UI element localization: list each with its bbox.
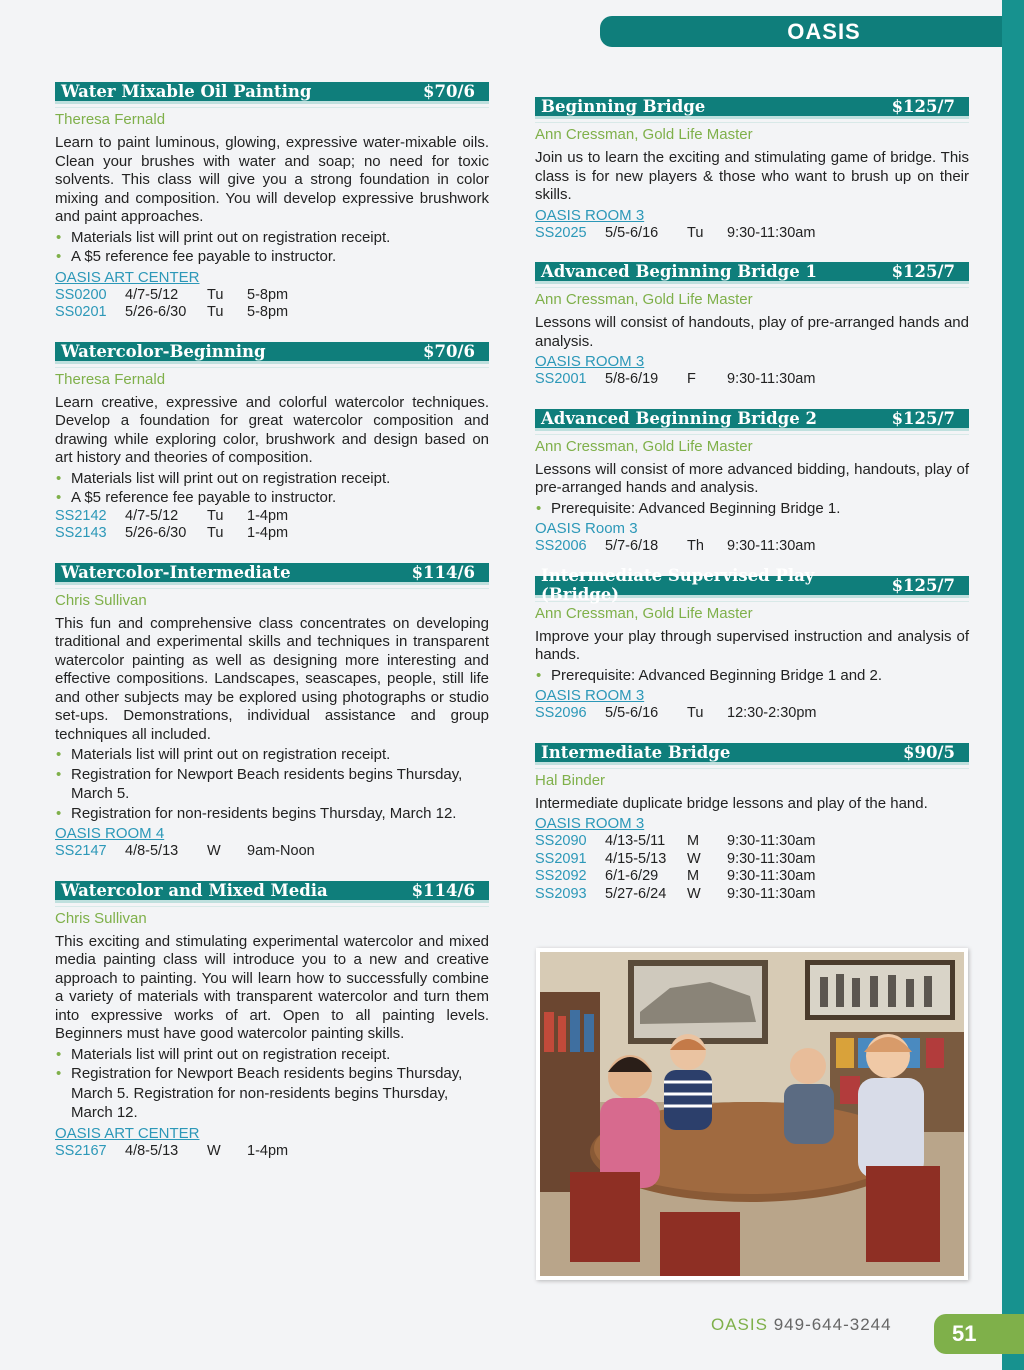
session-day: Tu [207,525,224,541]
course-title: Intermediate Bridge [541,742,731,762]
course-title: Beginning Bridge [541,97,706,116]
left-column [55,82,489,1180]
course-title: Watercolor-Intermediate [61,562,291,582]
session-code: SS0200 [55,286,107,303]
session-day: W [687,850,701,867]
course-title: Advanced Beginning Bridge 2 [541,408,817,428]
course-listing [55,82,489,322]
course-listing [535,566,969,723]
course-title: Watercolor and Mixed Media [61,880,328,900]
course-note: • Materials list will print out on registration receipt. [55,745,489,765]
course-instructor: Ann Cressman, Gold Life Master [535,291,753,308]
right-column [535,97,969,923]
course-location-link[interactable]: OASIS ROOM 4 [55,825,165,842]
session-dates: 5/26-6/30 [125,525,187,541]
session-time: 9:30-11:30am [727,885,816,902]
course-price: $125/7 [891,408,955,428]
session-day: Tu [687,705,704,721]
course-listing [535,409,969,556]
session-row [535,833,969,851]
course-note: • Registration for Newport Beach residents begins Thursday, March 5. Registration for non-residents begins Thursday, March 12. [55,1064,489,1123]
session-dates: 5/26-6/30 [125,304,187,320]
session-time: 9:30-11:30am [727,224,816,241]
session-time: 9:30-11:30am [727,833,816,849]
course-location-link[interactable]: OASIS ART CENTER [55,268,200,286]
course-description: Lessons will consist of more advanced bidding, handouts, play of pre-arranged hands and analysis. [535,460,969,496]
course-notes-list [535,666,969,686]
footer-phone: 949-644-3244 [773,1315,892,1334]
course-notes-list [535,499,969,519]
session-day: W [207,843,221,859]
course-description: Improve your play through supervised instruction and analysis of hands. [535,627,969,663]
page-number: 51 [934,1314,1024,1354]
course-location-link[interactable]: OASIS ROOM 3 [535,206,645,224]
course-instructor: Chris Sullivan [55,591,147,609]
session-day: Tu [207,507,224,524]
session-dates: 4/7-5/12 [125,507,179,524]
course-sessions [535,225,969,243]
course-description: Lessons will consist of handouts, play of pre-arranged hands and analysis. [535,314,969,350]
session-day: M [687,868,700,884]
course-price: $125/7 [891,262,955,281]
course-price: $114/6 [411,880,475,900]
session-row [55,304,489,322]
course-note: • A $5 reference fee payable to instructor. [55,247,489,267]
section-header-tab: OASIS [600,16,1002,47]
session-dates: 5/8-6/19 [605,371,659,387]
course-description: Learn to paint luminous, glowing, expressive water-mixable oils. Clean your brushes with water and soap; no need for toxic solvents. This class will give you a strong foundation in color mixing and composition. You will develop expressive brushwork and paint approaches. [55,134,489,225]
course-description: This exciting and stimulating experimental watercolor and mixed media painting class will introduce you to a new and creative approach to painting. You will learn how to successfully combine a variety of materials with transparent watercolor and turn them into expressive works of art. Open to all painting levels. Beginners must have good watercolor painting skills. [55,932,489,1042]
session-time: 1-4pm [247,525,289,541]
session-dates: 4/8-5/13 [125,843,179,859]
session-time: 9am-Noon [247,843,315,859]
course-description: Learn creative, expressive and colorful watercolor techniques. Develop a foundation for great watercolor composition and drawing while exploring color, brushwork and design based on art history and theories of composition. [55,393,489,466]
course-sessions [535,538,969,556]
footer-contact [711,1315,892,1335]
session-dates: 6/1-6/29 [605,868,659,884]
session-day: Tu [687,224,704,241]
course-title-bar [55,342,489,364]
course-description: This fun and comprehensive class concentrates on developing traditional and experimental skills and techniques in transparent watercolor painting as well as designing more interesting and effective compositions. Landscapes, seascapes, people, still life and other subjects may be explored using photographs or studio set-ups. Demonstrations, individual assistance and group techniques all included. [55,614,489,743]
course-price: $125/7 [891,575,955,595]
session-dates: 5/7-6/18 [605,538,659,554]
session-dates: 5/27-6/24 [605,885,667,902]
session-time: 12:30-2:30pm [727,705,817,721]
session-day: W [207,1142,221,1159]
photo-illustration [540,952,964,1276]
session-row [535,538,969,556]
session-code: SS2142 [55,507,107,524]
session-code: SS2025 [535,224,587,241]
session-dates: 4/13-5/11 [605,833,666,849]
course-title: Advanced Beginning Bridge 1 [541,262,817,281]
session-code: SS2090 [535,833,587,849]
course-note: • Registration for Newport Beach residents begins Thursday, March 5. [55,765,489,804]
course-instructor: Theresa Fernald [55,111,166,128]
session-code: SS2093 [535,885,587,902]
footer-brand: OASIS [711,1315,768,1334]
session-code: SS2143 [55,525,107,541]
course-title-bar [535,409,969,431]
session-dates: 5/5-6/16 [605,224,659,241]
course-title-bar [535,97,969,119]
course-sessions [55,287,489,322]
session-day: Tu [207,286,224,303]
course-description: Join us to learn the exciting and stimulating game of bridge. This class is for new players & those who want to brush up on their skills. [535,149,969,203]
course-title-bar [535,262,969,284]
course-price: $114/6 [411,562,475,582]
course-price: $70/6 [423,341,475,361]
course-notes-list [55,745,489,823]
course-listing [535,262,969,389]
session-row [535,225,969,243]
session-dates: 4/8-5/13 [125,1142,179,1159]
course-instructor: Ann Cressman, Gold Life Master [535,437,753,455]
course-note: • Registration for non-residents begins Thursday, March 12. [55,804,489,824]
course-listing [535,743,969,904]
course-title: Intermediate Supervised Play (Bridge) [541,566,815,604]
course-note: • Materials list will print out on registration receipt. [55,1045,489,1065]
session-time: 1-4pm [247,507,289,524]
session-row [55,1143,489,1161]
session-code: SS2006 [535,538,587,554]
course-sessions [535,833,969,903]
course-notes-list [55,1045,489,1123]
course-location-link: OASIS Room 3 [535,520,638,537]
session-day: F [687,371,696,387]
course-sessions [55,843,489,861]
course-listing [55,342,489,543]
session-time: 9:30-11:30am [727,371,816,387]
session-row [535,705,969,723]
session-day: Tu [207,304,224,320]
course-notes-list [55,469,489,508]
session-day: M [687,833,700,849]
session-time: 5-8pm [247,304,289,320]
session-row [55,525,489,543]
course-price: $125/7 [891,97,955,116]
session-code: SS2147 [55,843,107,859]
session-day: Th [687,538,704,554]
course-listing [55,563,489,861]
decorative-side-stripe [1002,0,1024,1370]
course-title: Water Mixable Oil Painting [61,82,312,101]
course-location-link[interactable]: OASIS ART CENTER [55,1124,200,1142]
course-location-link[interactable]: OASIS ROOM 3 [535,687,645,704]
course-sessions [55,508,489,543]
course-title-bar [535,566,969,604]
session-code: SS2167 [55,1142,107,1159]
course-note: • Materials list will print out on registration receipt. [55,469,489,489]
course-instructor: Hal Binder [535,771,606,789]
session-time: 9:30-11:30am [727,868,816,884]
course-title-bar [55,82,489,104]
session-time: 1-4pm [247,1142,289,1159]
session-code: SS2091 [535,850,587,867]
course-description: Intermediate duplicate bridge lessons and play of the hand. [535,794,928,812]
course-instructor: Ann Cressman, Gold Life Master [535,604,753,622]
session-code: SS2096 [535,705,587,721]
course-instructor: Chris Sullivan [55,909,147,927]
course-instructor: Ann Cressman, Gold Life Master [535,126,753,143]
course-listing [535,97,969,242]
course-title: Watercolor-Beginning [61,341,266,361]
course-title-bar [55,563,489,585]
bridge-players-photo [536,948,968,1280]
course-notes-list [55,228,489,267]
session-code: SS2092 [535,868,587,884]
session-row [535,886,969,904]
session-dates: 4/15-5/13 [605,850,667,867]
session-time: 9:30-11:30am [727,850,816,867]
course-note: • Prerequisite: Advanced Beginning Bridge 1. [535,499,969,519]
course-instructor: Theresa Fernald [55,370,166,388]
course-note: • A $5 reference fee payable to instructor. [55,488,489,508]
course-sessions [535,371,969,389]
course-title-bar [55,881,489,903]
course-note: • Prerequisite: Advanced Beginning Bridge 1 and 2. [535,666,969,686]
session-code: SS0201 [55,304,107,320]
session-row [535,851,969,869]
session-day: W [687,885,701,902]
session-time: 9:30-11:30am [727,538,816,554]
session-dates: 5/5-6/16 [605,705,659,721]
course-listing [55,881,489,1161]
session-row [535,371,969,389]
course-title-bar [535,743,969,765]
course-location-link[interactable]: OASIS ROOM 3 [535,353,645,370]
session-row [535,868,969,886]
session-row [55,287,489,305]
course-sessions [55,1143,489,1161]
course-sessions [535,705,969,723]
course-price: $70/6 [423,82,475,101]
course-note: • Materials list will print out on registration receipt. [55,228,489,248]
session-dates: 4/7-5/12 [125,286,179,303]
course-location-link[interactable]: OASIS ROOM 3 [535,815,645,832]
course-price: $90/5 [903,742,955,762]
session-row [55,843,489,861]
session-code: SS2001 [535,371,587,387]
session-time: 5-8pm [247,286,289,303]
session-row [55,508,489,526]
